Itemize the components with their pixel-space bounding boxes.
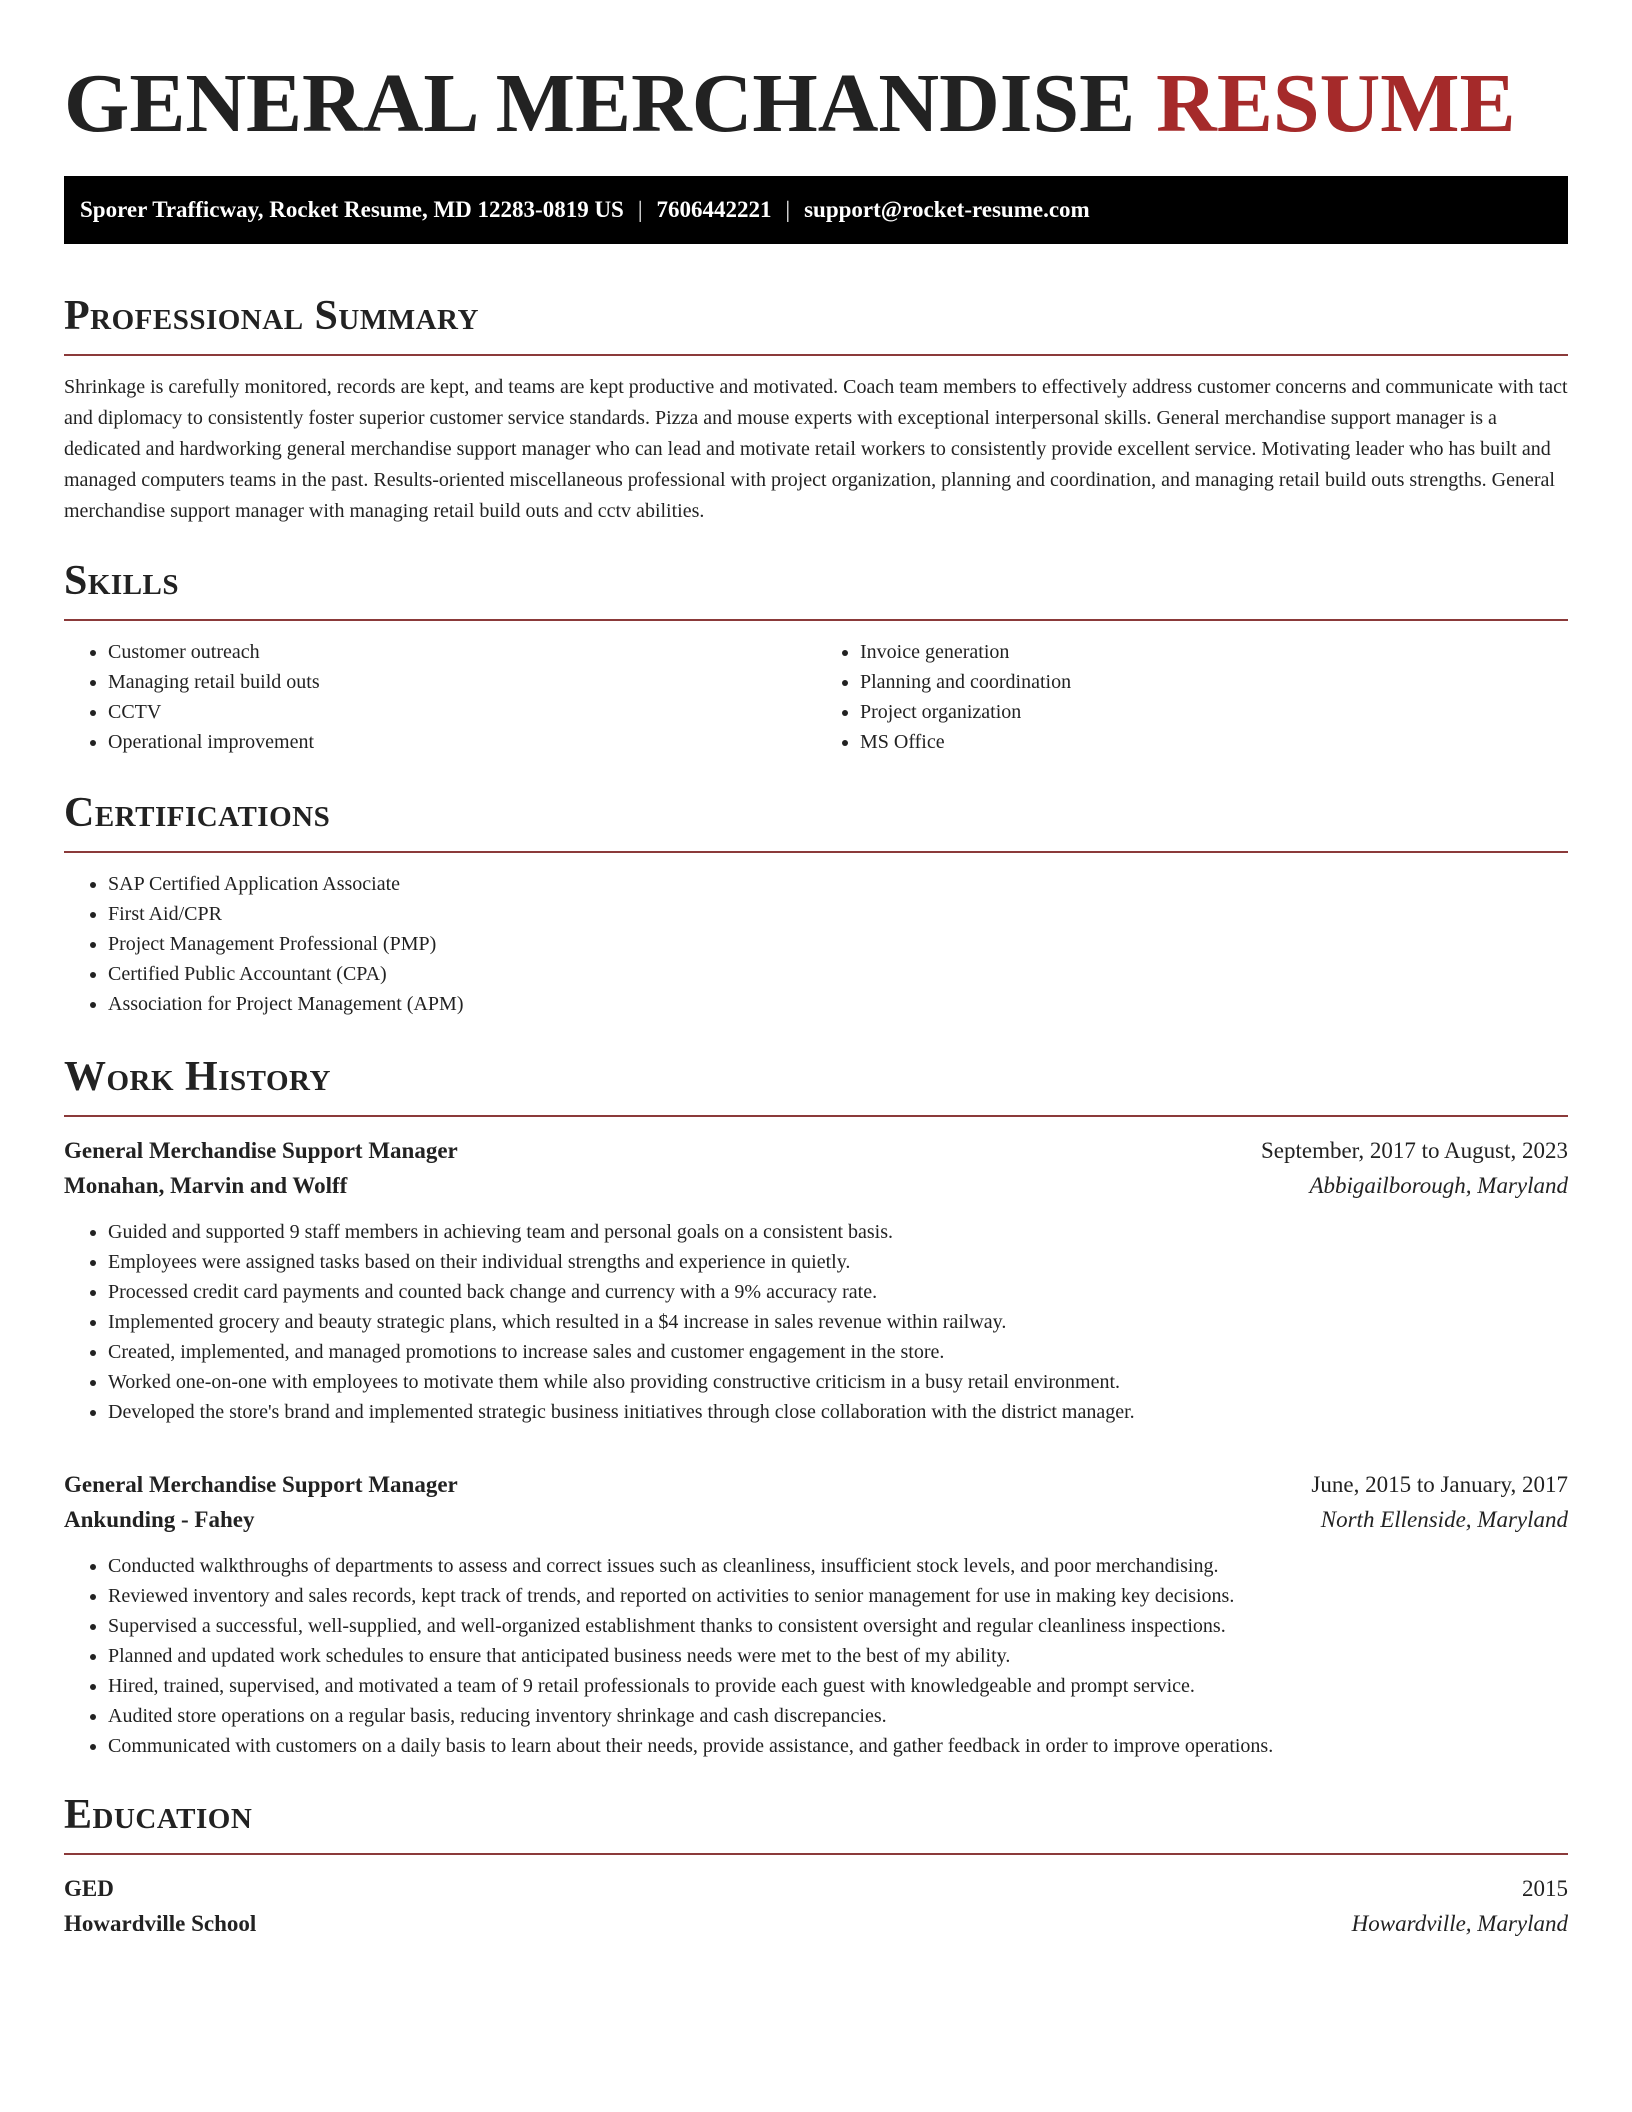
education-school: Howardville School bbox=[64, 1911, 257, 1936]
contact-phone: 7606442221 bbox=[656, 197, 772, 222]
skills-heading: Skills bbox=[64, 558, 180, 604]
job-entry bbox=[64, 1467, 1568, 1761]
certification-item: • First Aid/CPR bbox=[108, 899, 1568, 929]
education-location: Howardville, Maryland bbox=[1351, 1911, 1568, 1936]
job-company-row bbox=[64, 1168, 1568, 1203]
skills-list-right bbox=[816, 637, 1568, 757]
skill-item: • Managing retail build outs bbox=[108, 667, 816, 697]
job-company: Monahan, Marvin and Wolff bbox=[64, 1173, 348, 1198]
education-entry bbox=[64, 1871, 1568, 1941]
job-company: Ankunding - Fahey bbox=[64, 1507, 255, 1532]
work-history-heading: Work History bbox=[64, 1054, 331, 1100]
resume-title bbox=[64, 0, 1568, 152]
education-school-row bbox=[64, 1906, 1568, 1941]
job-duty: • Processed credit card payments and counted back change and currency with a 9% accuracy rate. bbox=[108, 1277, 1568, 1307]
job-duties-list bbox=[64, 1217, 1568, 1427]
job-duty: • Conducted walkthroughs of departments to assess and correct issues such as cleanliness, insufficient stock levels, and poor merchandising. bbox=[108, 1551, 1568, 1581]
job-dates: June, 2015 to January, 2017 bbox=[1311, 1472, 1568, 1497]
skill-item: • Project organization bbox=[860, 697, 1568, 727]
section-divider bbox=[64, 1853, 1568, 1855]
job-duty: • Reviewed inventory and sales records, kept track of trends, and reported on activities to senior management for use in making key decisions. bbox=[108, 1581, 1568, 1611]
job-duty: • Planned and updated work schedules to ensure that anticipated business needs were met to the best of my ability. bbox=[108, 1641, 1568, 1671]
job-header-row bbox=[64, 1467, 1568, 1502]
certification-item: • Project Management Professional (PMP) bbox=[108, 929, 1568, 959]
job-duty: • Audited store operations on a regular basis, reducing inventory shrinkage and cash discrepancies. bbox=[108, 1701, 1568, 1731]
section-divider bbox=[64, 851, 1568, 853]
title-accent: RESUME bbox=[1156, 57, 1516, 150]
contact-separator: | bbox=[785, 197, 791, 222]
skills-grid bbox=[64, 637, 1568, 757]
skill-item: • Customer outreach bbox=[108, 637, 816, 667]
job-location: Abbigailborough, Maryland bbox=[1309, 1173, 1568, 1198]
contact-address: Sporer Trafficway, Rocket Resume, MD 12283-0819 US bbox=[80, 197, 624, 222]
education-heading: Education bbox=[64, 1792, 253, 1838]
skill-item: • Planning and coordination bbox=[860, 667, 1568, 697]
education-degree-row bbox=[64, 1871, 1568, 1906]
skill-item: • Invoice generation bbox=[860, 637, 1568, 667]
job-duty: • Supervised a successful, well-supplied, and well-organized establishment thanks to consistent oversight and regular cleanliness inspections. bbox=[108, 1611, 1568, 1641]
education-year: 2015 bbox=[1522, 1876, 1568, 1901]
job-title: General Merchandise Support Manager bbox=[64, 1138, 458, 1163]
summary-text: Shrinkage is carefully monitored, records are kept, and teams are kept productive and motivated. Coach team members to effectively address customer concerns and communicate with tact and diplomacy to consistently foster superior customer service standards. Pizza and mouse experts with exceptional interpersonal skills. General merchandise support manager is a dedicated and hardworking general merchandise support manager who can lead and motivate retail workers to consistently provide excellent service. Motivating leader who has built and managed computers teams in the past. Results-oriented miscellaneous professional with project organization, planning and coordination, and managing retail build outs strengths. General merchandise support manager with managing retail build outs and cctv abilities. bbox=[64, 376, 1568, 522]
certifications-list bbox=[64, 869, 1568, 1019]
section-divider bbox=[64, 619, 1568, 621]
job-duty: • Employees were assigned tasks based on their individual strengths and experience in quietly. bbox=[108, 1247, 1568, 1277]
contact-bar bbox=[64, 176, 1568, 244]
job-duty: • Guided and supported 9 staff members in achieving team and personal goals on a consistent basis. bbox=[108, 1217, 1568, 1247]
certification-item: • SAP Certified Application Associate bbox=[108, 869, 1568, 899]
certifications-heading: Certifications bbox=[64, 790, 331, 836]
skill-item: • MS Office bbox=[860, 727, 1568, 757]
job-duty: • Developed the store's brand and implemented strategic business initiatives through close collaboration with the district manager. bbox=[108, 1397, 1568, 1427]
job-duty: • Worked one-on-one with employees to motivate them while also providing constructive criticism in a busy retail environment. bbox=[108, 1367, 1568, 1397]
job-entry bbox=[64, 1133, 1568, 1427]
job-dates: September, 2017 to August, 2023 bbox=[1260, 1138, 1568, 1163]
job-duties-list bbox=[64, 1551, 1568, 1761]
job-header-row bbox=[64, 1133, 1568, 1168]
contact-separator: | bbox=[637, 197, 643, 222]
education-degree: GED bbox=[64, 1876, 114, 1901]
job-company-row bbox=[64, 1502, 1568, 1537]
certification-item: • Association for Project Management (APM) bbox=[108, 989, 1568, 1019]
skill-item: • Operational improvement bbox=[108, 727, 816, 757]
section-divider bbox=[64, 354, 1568, 356]
section-divider bbox=[64, 1115, 1568, 1117]
job-duty: • Hired, trained, supervised, and motivated a team of 9 retail professionals to provide each guest with knowledgeable and prompt service. bbox=[108, 1671, 1568, 1701]
job-duty: • Communicated with customers on a daily basis to learn about their needs, provide assistance, and gather feedback in order to improve operations. bbox=[108, 1731, 1568, 1761]
summary-heading: Professional Summary bbox=[64, 293, 479, 339]
certification-item: • Certified Public Accountant (CPA) bbox=[108, 959, 1568, 989]
job-title: General Merchandise Support Manager bbox=[64, 1472, 458, 1497]
contact-email: support@rocket-resume.com bbox=[804, 197, 1090, 222]
skills-list-left bbox=[64, 637, 816, 757]
skill-item: • CCTV bbox=[108, 697, 816, 727]
job-duty: • Created, implemented, and managed promotions to increase sales and customer engagement in the store. bbox=[108, 1337, 1568, 1367]
job-location: North Ellenside, Maryland bbox=[1320, 1507, 1568, 1532]
title-main: GENERAL MERCHANDISE bbox=[64, 57, 1136, 150]
job-duty: • Implemented grocery and beauty strategic plans, which resulted in a $4 increase in sales revenue within railway. bbox=[108, 1307, 1568, 1337]
